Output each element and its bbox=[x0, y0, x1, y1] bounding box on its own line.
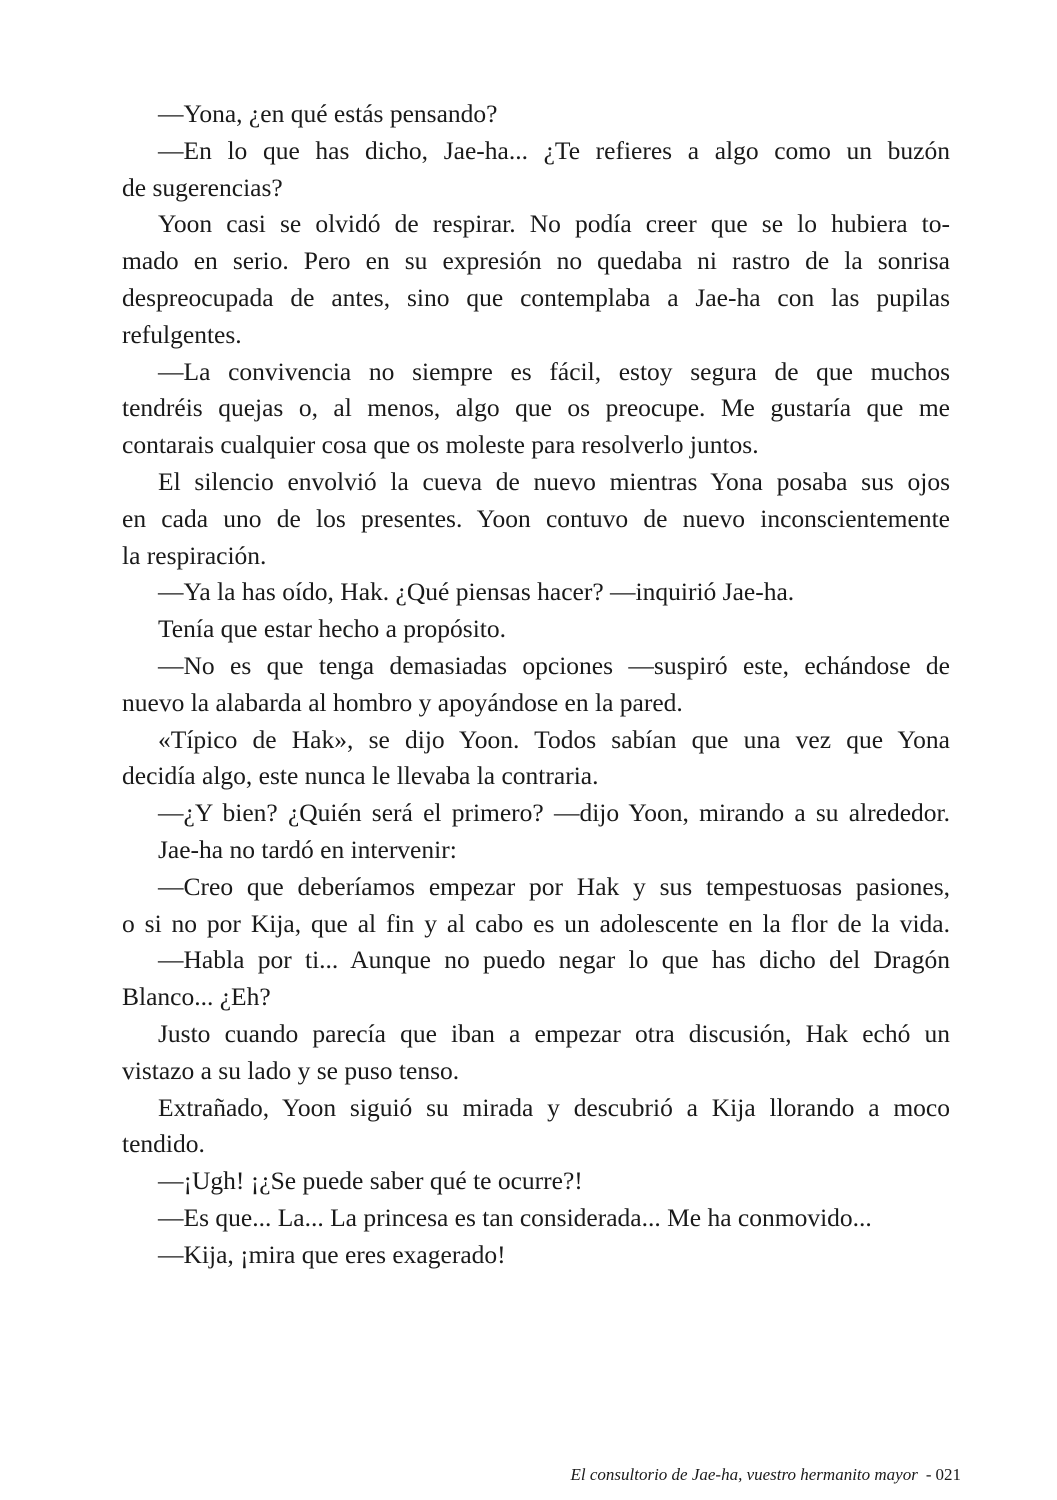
page-number: 021 bbox=[935, 1465, 961, 1484]
paragraph-line: —Yona, ¿en qué estás pensando? bbox=[158, 99, 498, 128]
paragraph-line: refulgentes. bbox=[122, 319, 242, 349]
paragraph-line: decidía algo, este nunca le llevaba la contraria. bbox=[122, 761, 599, 791]
paragraph-line: Jae-ha no tardó en intervenir: bbox=[158, 834, 457, 864]
paragraph-line: «Típico de Hak», se dijo Yoon. Todos sabían que una vez que Yona bbox=[158, 724, 950, 754]
paragraph-line: —En lo que has dicho, Jae-ha... ¿Te refieres a algo como un buzón bbox=[158, 135, 950, 165]
paragraph-line: —Ya la has oído, Hak. ¿Qué piensas hacer? —inquirió Jae-ha. bbox=[158, 577, 795, 607]
paragraph-line: —¿Y bien? ¿Quién será el primero? —dijo Yoon, mirando a su alrededor. bbox=[158, 798, 950, 828]
paragraph-line: despreocupada de antes, sino que contemplaba a Jae-ha con las pupilas bbox=[122, 282, 950, 312]
paragraph-line: la respiración. bbox=[122, 540, 267, 570]
paragraph-line: de sugerencias? bbox=[122, 172, 283, 202]
paragraph-line: —Creo que deberíamos empezar por Hak y sus tempestuosas pasiones, bbox=[158, 871, 950, 901]
paragraph-line: —Kija, ¡mira que eres exagerado! bbox=[158, 1239, 506, 1269]
paragraph-line: —No es que tenga demasiadas opciones —suspiró este, echándose de bbox=[158, 650, 950, 680]
paragraph-line: —¡Ugh! ¡¿Se puede saber qué te ocurre?! bbox=[158, 1166, 583, 1196]
paragraph-line: —La convivencia no siempre es fácil, estoy segura de que muchos bbox=[158, 356, 950, 386]
paragraph-line: Tenía que estar hecho a propósito. bbox=[158, 614, 507, 644]
paragraph-line: Extrañado, Yoon siguió su mirada y descubrió a Kija llorando a moco bbox=[158, 1092, 950, 1122]
paragraph-line: Justo cuando parecía que iban a empezar otra discusión, Hak echó un bbox=[158, 1018, 950, 1048]
paragraph-line: Yoon casi se olvidó de respirar. No podía creer que se lo hubiera to- bbox=[158, 209, 950, 239]
paragraph-line: —Habla por ti... Aunque no puedo negar lo que has dicho del Dragón bbox=[158, 945, 950, 975]
running-footer bbox=[570, 1465, 961, 1485]
body-text bbox=[122, 96, 950, 1274]
paragraph-line: —Es que... La... La princesa es tan considerada... Me ha conmovido... bbox=[158, 1202, 872, 1232]
paragraph-line: vistazo a su lado y se puso tenso. bbox=[122, 1055, 460, 1085]
paragraph-line: nuevo la alabarda al hombro y apoyándose en la pared. bbox=[122, 687, 683, 717]
paragraph-line: o si no por Kija, que al fin y al cabo es un adolescente en la flor de la vida. bbox=[122, 908, 950, 938]
paragraph-line: en cada uno de los presentes. Yoon contuvo de nuevo inconscientemente bbox=[122, 503, 950, 533]
paragraph-line: tendido. bbox=[122, 1129, 205, 1159]
footer-separator: - bbox=[925, 1465, 932, 1484]
paragraph-line: Blanco... ¿Eh? bbox=[122, 982, 271, 1012]
paragraph-line: tendréis quejas o, al menos, algo que os preocupe. Me gustaría que me bbox=[122, 393, 950, 423]
paragraph-line: mado en serio. Pero en su expresión no quedaba ni rastro de la sonrisa bbox=[122, 246, 950, 276]
paragraph-line: contarais cualquier cosa que os moleste para resolverlo juntos. bbox=[122, 430, 759, 460]
running-title: El consultorio de Jae-ha, vuestro hermanito mayor bbox=[570, 1465, 918, 1484]
paragraph-line: El silencio envolvió la cueva de nuevo mientras Yona posaba sus ojos bbox=[158, 466, 950, 496]
